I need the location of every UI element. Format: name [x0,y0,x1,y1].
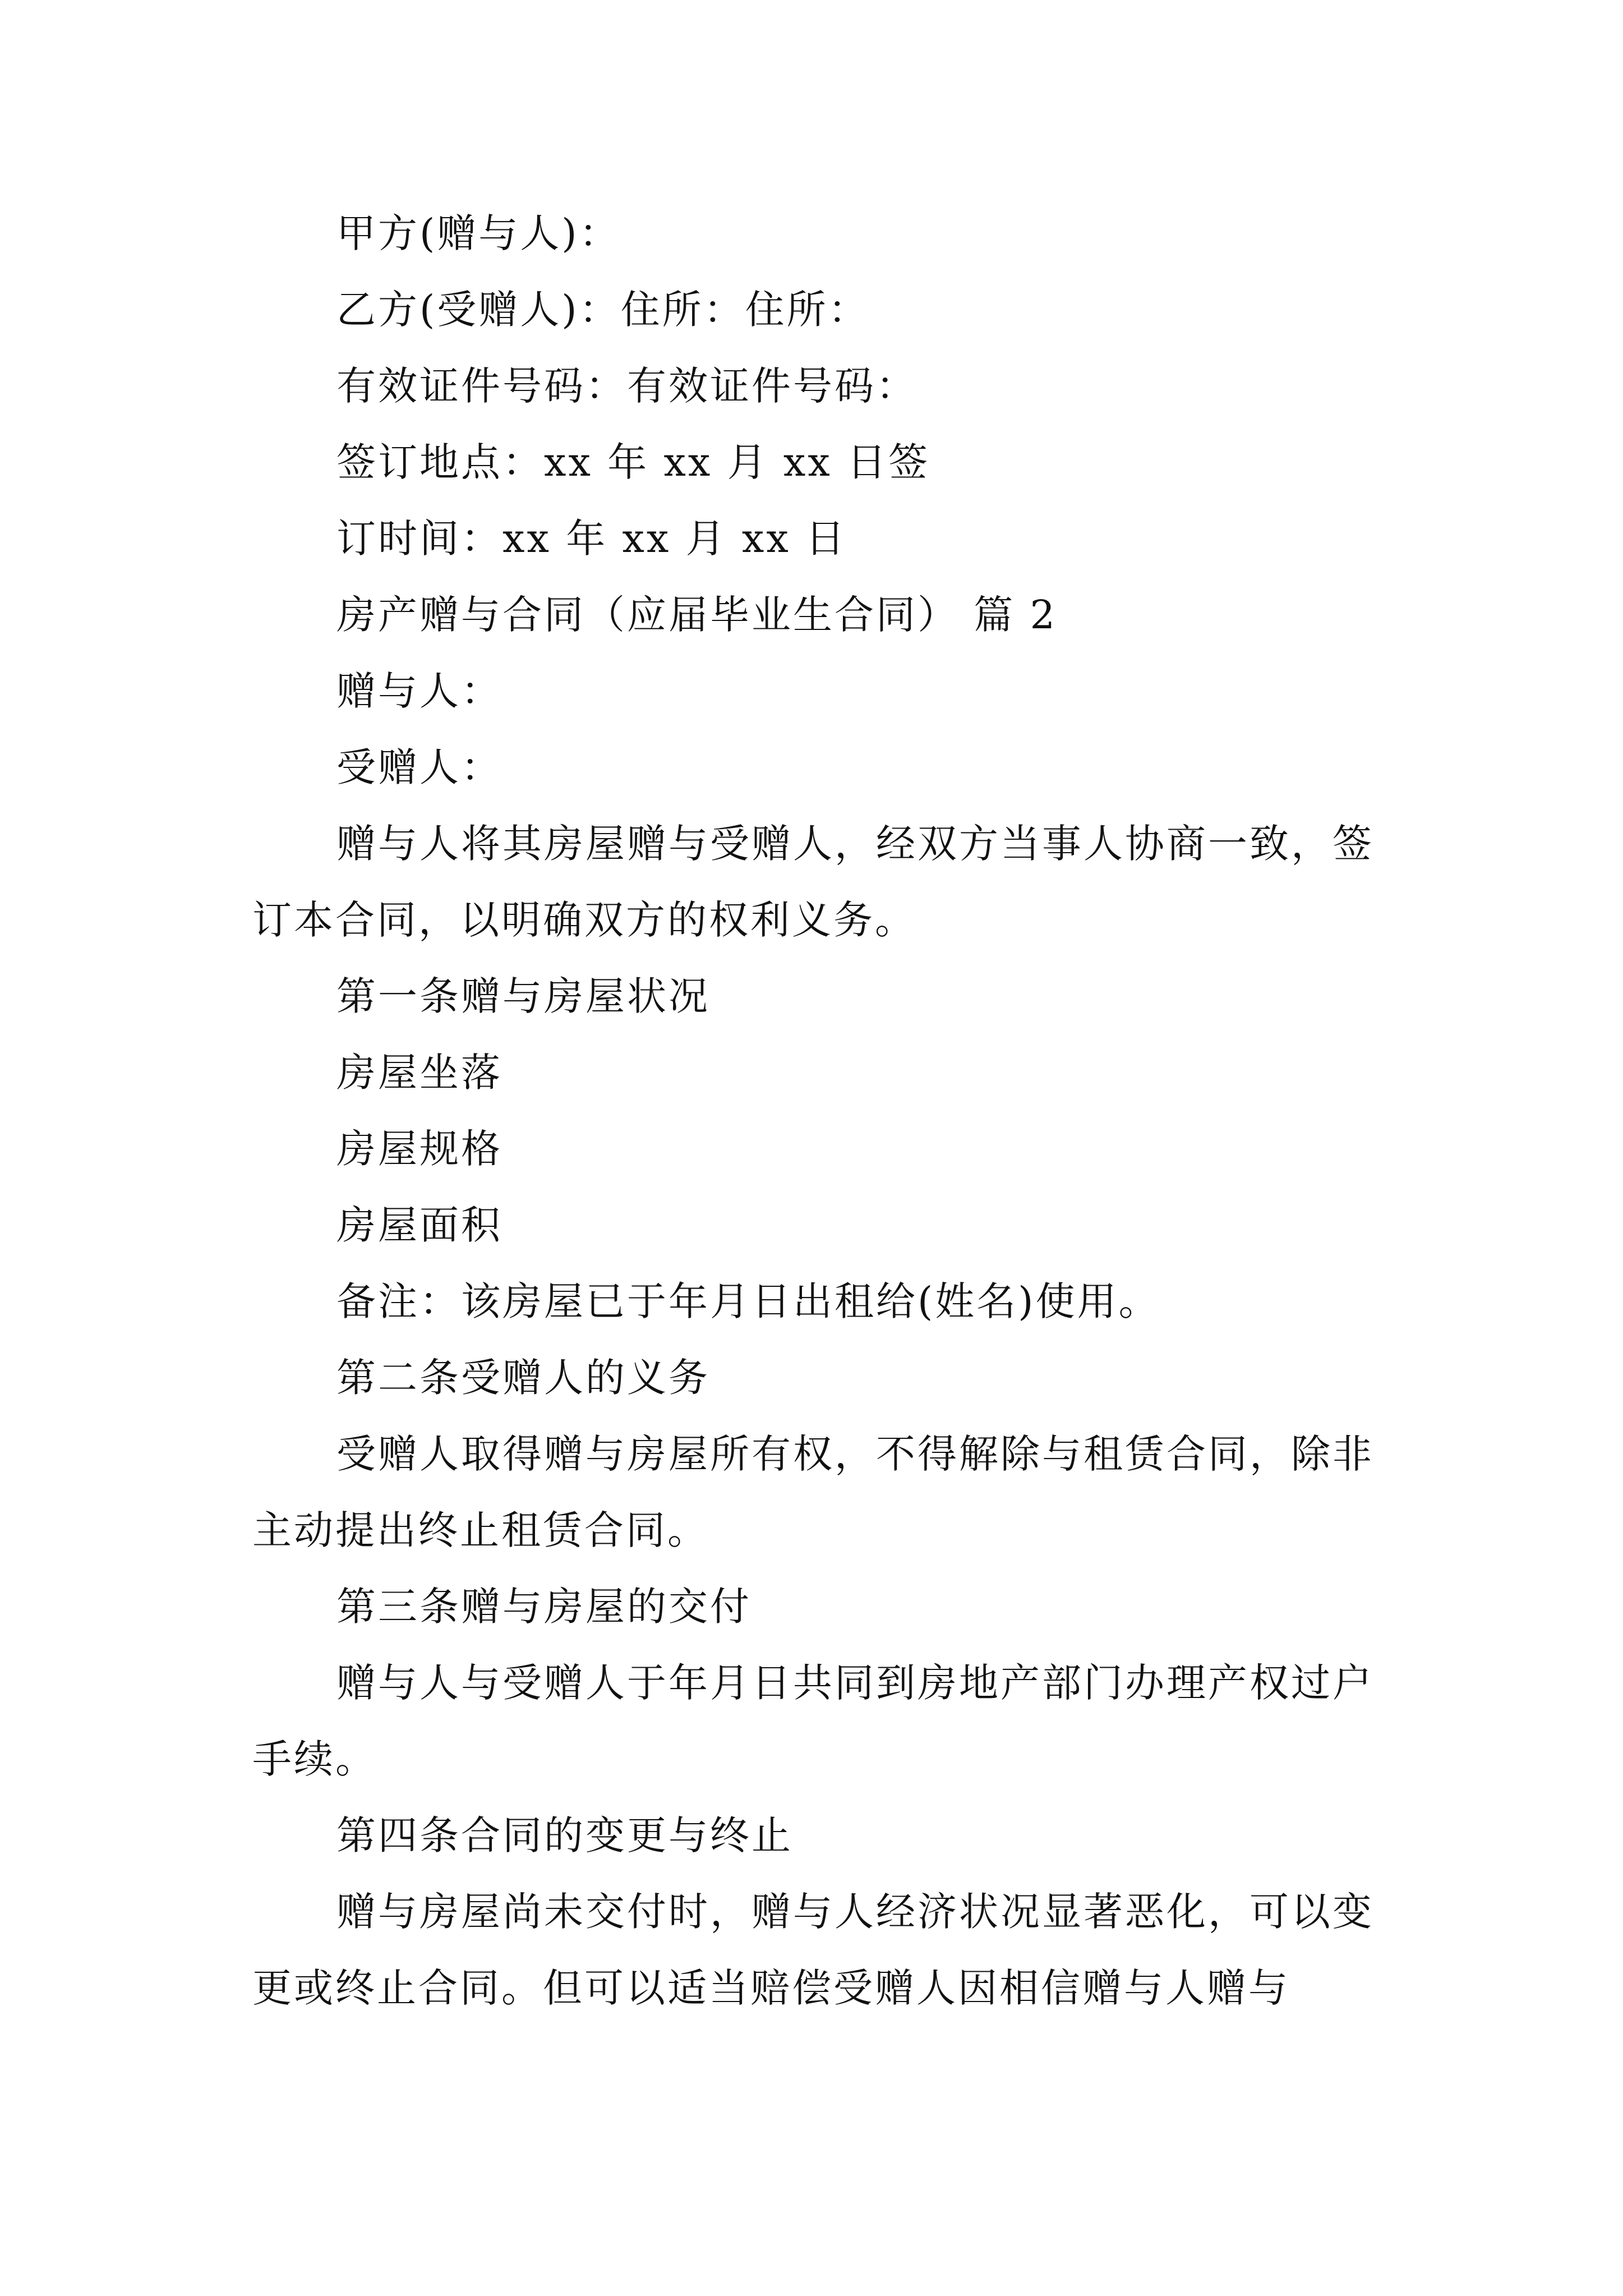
house-area-line: 房屋面积 [336,1202,502,1248]
article-3-paragraph: 赠与人与受赠人于年月日共同到房地产部门办理产权过户手续。 [252,1660,1374,1782]
article-2-heading: 第二条受赠人的义务 [336,1355,710,1401]
article-4-paragraph: 赠与房屋尚未交付时，赠与人经济状况显著恶化，可以变更或终止合同。但可以适当赔偿受赠人因相信赠与人赠与 [252,1889,1374,2011]
party-a-line: 甲方(赠与人)： [336,210,621,256]
article-3-heading: 第三条赠与房屋的交付 [336,1584,751,1630]
contract-title: 房产赠与合同（应届毕业生合同） 篇 2 [336,592,1058,638]
remark-line: 备注：该房屋已于年月日出租给(姓名)使用。 [336,1278,1160,1324]
signing-place-line: 签订地点：xx 年 xx 月 xx 日签 [336,439,930,485]
document-body [252,195,1396,2026]
article-1-heading: 第一条赠与房屋状况 [336,973,710,1019]
house-spec-line: 房屋规格 [336,1126,502,1172]
article-2-paragraph: 受赠人取得赠与房屋所有权，不得解除与租赁合同，除非主动提出终止租赁合同。 [252,1431,1374,1553]
house-location-line: 房屋坐落 [336,1050,502,1096]
signing-time-line: 订时间：xx 年 xx 月 xx 日 [336,516,847,562]
id-number-line: 有效证件号码：有效证件号码： [336,363,917,409]
donee-line: 受赠人： [336,744,502,790]
donor-line: 赠与人： [336,668,502,714]
intro-paragraph: 赠与人将其房屋赠与受赠人，经双方当事人协商一致，签订本合同，以明确双方的权利义务。 [252,821,1374,943]
party-b-line: 乙方(受赠人)：住所：住所： [336,287,870,333]
article-4-heading: 第四条合同的变更与终止 [336,1812,793,1858]
